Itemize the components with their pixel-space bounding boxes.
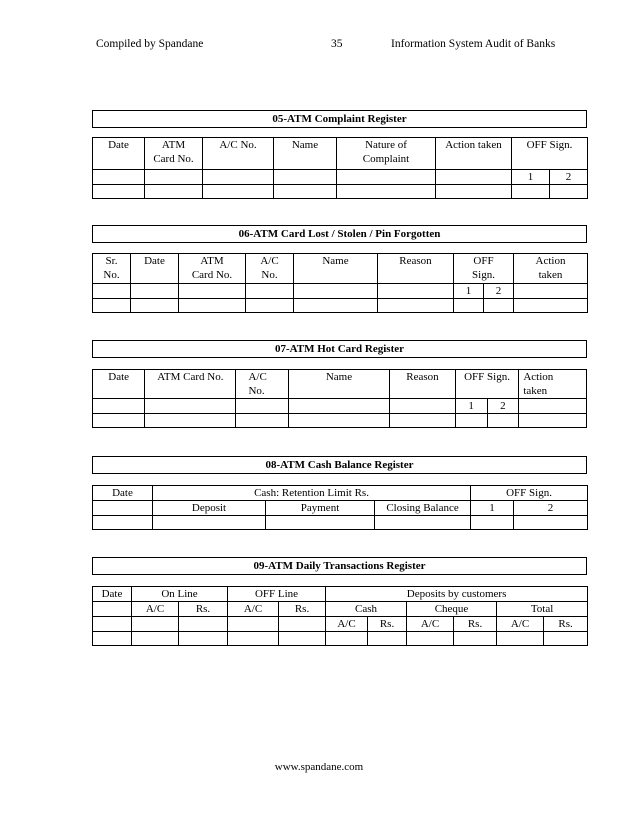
col-off-sign: OFF Sign. [455,370,519,399]
col-reason: Reason [378,254,454,284]
page-number: 35 [331,38,343,50]
sign-1: 1 [454,284,484,299]
offline-rs: Rs. [279,602,326,617]
col-ac-no: A/C No. [203,138,274,170]
col-off-sign: OFF Sign. [454,254,514,284]
cheque-ac: A/C [407,617,454,632]
online-rs: Rs. [179,602,228,617]
register-06-table [92,253,588,313]
register-05-title: 05-ATM Complaint Register [92,110,587,128]
col-date: Date [93,370,145,399]
sign-2: 2 [487,399,519,414]
sign-2: 2 [514,501,588,516]
offline-ac: A/C [228,602,279,617]
sign-1: 1 [512,170,550,185]
sign-1: 1 [455,399,487,414]
col-atm-card: ATM Card No. [145,370,236,399]
header-right: Information System Audit of Banks [391,38,556,50]
register-06-title: 06-ATM Card Lost / Stolen / Pin Forgotten [92,225,587,243]
col-off-sign: OFF Sign. [512,138,588,170]
register-09-table [92,586,588,646]
cash-rs: Rs. [368,617,407,632]
col-date: Date [93,587,132,602]
col-offline: OFF Line [228,587,326,602]
col-reason: Reason [390,370,456,399]
col-sr: Sr. No. [93,254,131,284]
col-atm-card: ATM Card No. [179,254,246,284]
col-payment: Payment [266,501,375,516]
sign-2: 2 [484,284,514,299]
col-ac-no: A/C No. [246,254,294,284]
col-action: Action taken [519,370,587,399]
col-cash-retention: Cash: Retention Limit Rs. [153,486,471,501]
register-08-title: 08-ATM Cash Balance Register [92,456,587,474]
register-09-title: 09-ATM Daily Transactions Register [92,557,587,575]
col-deposits: Deposits by customers [326,587,588,602]
col-action: Action taken [436,138,512,170]
col-name: Name [288,370,389,399]
cheque-rs: Rs. [454,617,497,632]
col-date: Date [131,254,179,284]
register-05-table [92,137,588,199]
cash-ac: A/C [326,617,368,632]
sign-2: 2 [550,170,588,185]
register-07-table [92,369,587,428]
sign-1: 1 [471,501,514,516]
col-closing-balance: Closing Balance [375,501,471,516]
total-ac: A/C [497,617,544,632]
online-ac: A/C [132,602,179,617]
col-ac-no: A/C No. [236,370,288,399]
col-cash: Cash [326,602,407,617]
col-atm-card: ATM Card No. [145,138,203,170]
col-name: Name [294,254,378,284]
total-rs: Rs. [544,617,588,632]
col-nature: Nature of Complaint [337,138,436,170]
col-off-sign: OFF Sign. [471,486,588,501]
col-total: Total [497,602,588,617]
register-08-table [92,485,588,530]
col-deposit: Deposit [153,501,266,516]
col-action: Action taken [514,254,588,284]
col-name: Name [274,138,337,170]
col-date: Date [93,138,145,170]
register-07-title: 07-ATM Hot Card Register [92,340,587,358]
col-date: Date [93,486,153,501]
col-cheque: Cheque [407,602,497,617]
col-online: On Line [132,587,228,602]
footer-url: www.spandane.com [274,761,364,773]
header-left: Compiled by Spandane [96,38,204,50]
